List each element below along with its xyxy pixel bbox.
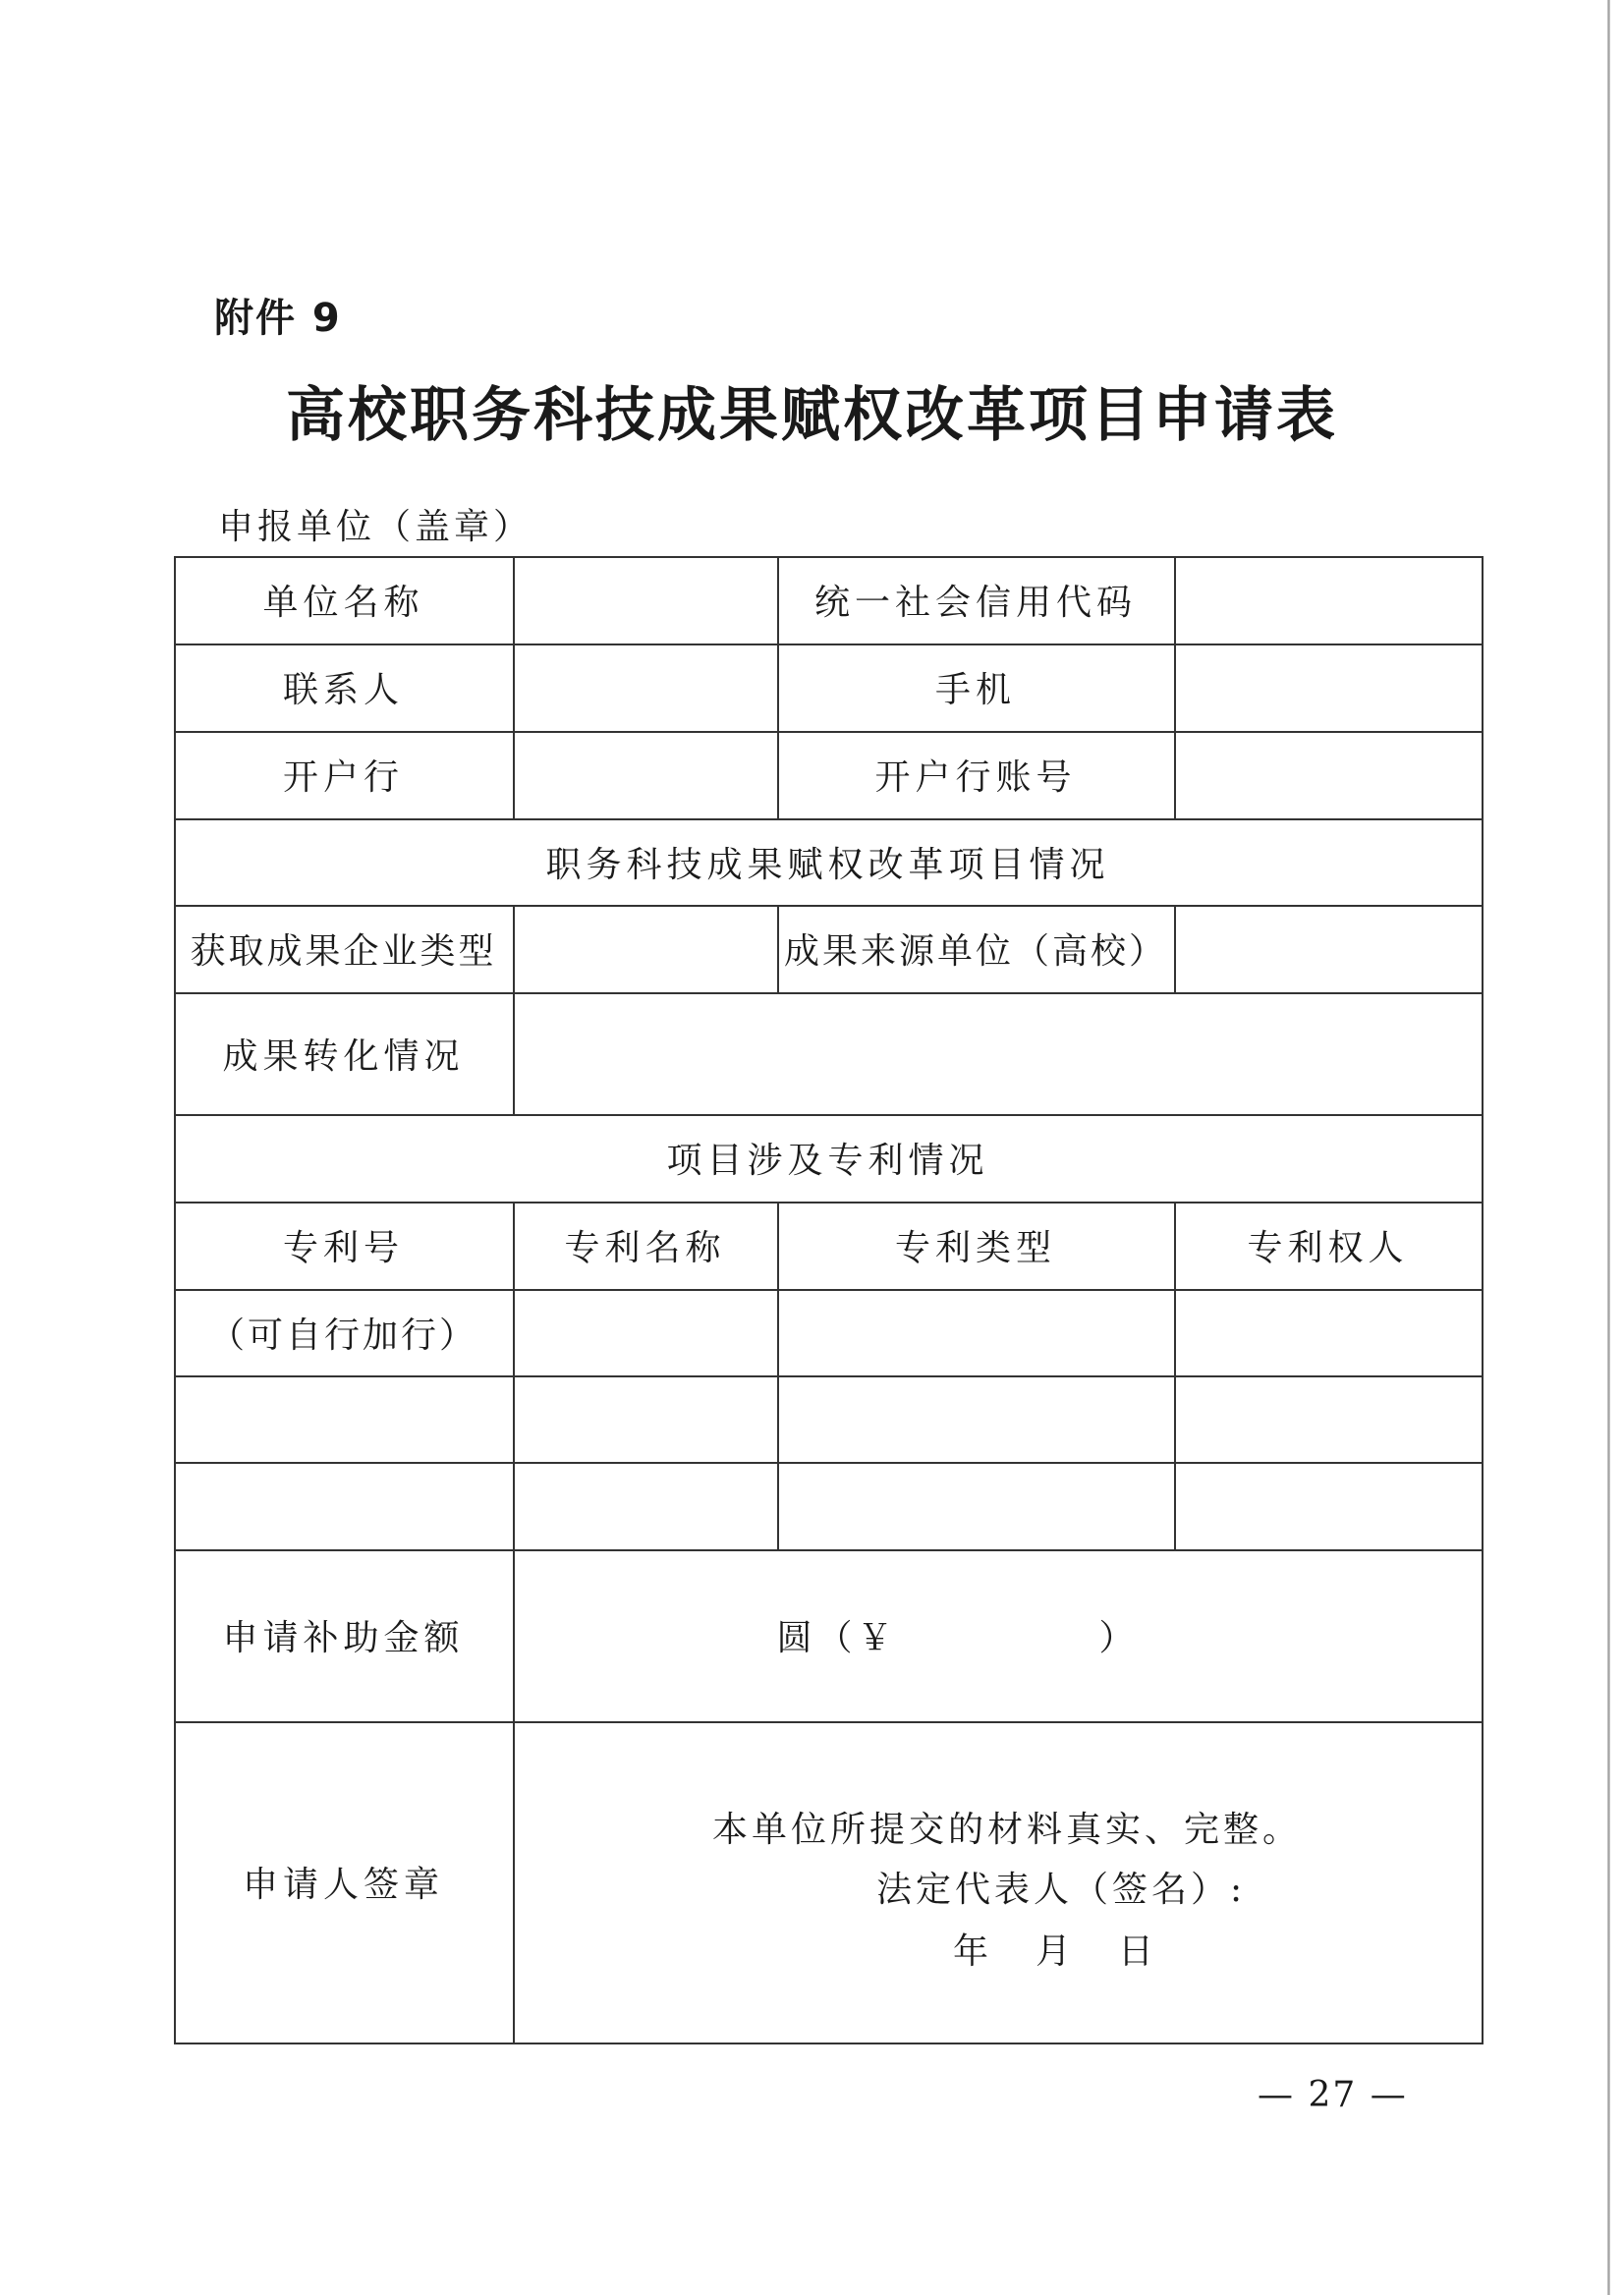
patent-row-cell[interactable] (777, 1462, 1174, 1549)
applicant-unit-label: 申报单位（盖章） (218, 507, 533, 547)
attachment-label: 附件 9 (214, 296, 342, 341)
patent-number-header: 专利号 (282, 1228, 404, 1268)
transformation-field[interactable] (513, 992, 1482, 1114)
patent-row-cell[interactable] (174, 1462, 513, 1549)
signature-label: 申请人签章 (242, 1865, 444, 1905)
subsidy-label: 申请补助金额 (222, 1618, 465, 1658)
patent-row-cell[interactable] (1174, 1289, 1482, 1375)
patent-row-cell[interactable] (1174, 1375, 1482, 1462)
column-rule (1482, 556, 1484, 2044)
subsidy-amount-field[interactable]: 圆（￥ ） (776, 1618, 1140, 1658)
unit-name-label: 单位名称 (262, 583, 424, 623)
contact-label: 联系人 (282, 670, 404, 710)
patent-holder-header: 专利权人 (1247, 1228, 1409, 1268)
patent-row-cell[interactable] (513, 1375, 777, 1462)
add-rows-note: （可自行加行） (208, 1315, 477, 1356)
legal-representative-signature[interactable]: 法定代表人（签名）: (876, 1870, 1247, 1910)
patent-row-cell[interactable] (174, 1375, 513, 1462)
phone-label: 手机 (934, 670, 1016, 710)
bank-field[interactable] (513, 731, 777, 818)
patent-section-header: 项目涉及专利情况 (666, 1141, 989, 1181)
document-title: 高校职务科技成果赋权改革项目申请表 (286, 381, 1338, 450)
unit-name-field[interactable] (513, 556, 777, 644)
page-edge-line (1607, 0, 1610, 2295)
patent-row-cell[interactable] (777, 1289, 1174, 1375)
enterprise-type-field[interactable] (513, 905, 777, 992)
row-rule (174, 2043, 1484, 2044)
patent-row-cell[interactable] (1174, 1462, 1482, 1549)
source-unit-label: 成果来源单位（高校） (783, 931, 1167, 972)
phone-field[interactable] (1174, 644, 1482, 731)
transformation-label: 成果转化情况 (222, 1036, 465, 1077)
patent-row-cell[interactable] (777, 1375, 1174, 1462)
page-number: — 27 — (1258, 2075, 1408, 2115)
credit-code-label: 统一社会信用代码 (813, 583, 1137, 623)
declaration-text: 本单位所提交的材料真实、完整。 (712, 1810, 1303, 1850)
bank-account-label: 开户行账号 (874, 757, 1077, 798)
patent-type-header: 专利类型 (894, 1228, 1056, 1268)
patent-row-cell[interactable] (513, 1462, 777, 1549)
credit-code-field[interactable] (1174, 556, 1482, 644)
application-form-table (174, 556, 1484, 2044)
enterprise-type-label: 获取成果企业类型 (190, 931, 497, 972)
source-unit-field[interactable] (1174, 905, 1482, 992)
patent-name-header: 专利名称 (564, 1228, 726, 1268)
contact-field[interactable] (513, 644, 777, 731)
bank-label: 开户行 (282, 757, 404, 798)
signature-date[interactable]: 年 月 日 (953, 1931, 1160, 1972)
bank-account-field[interactable] (1174, 731, 1482, 818)
project-section-header: 职务科技成果赋权改革项目情况 (545, 844, 1110, 885)
patent-row-cell[interactable] (513, 1289, 777, 1375)
